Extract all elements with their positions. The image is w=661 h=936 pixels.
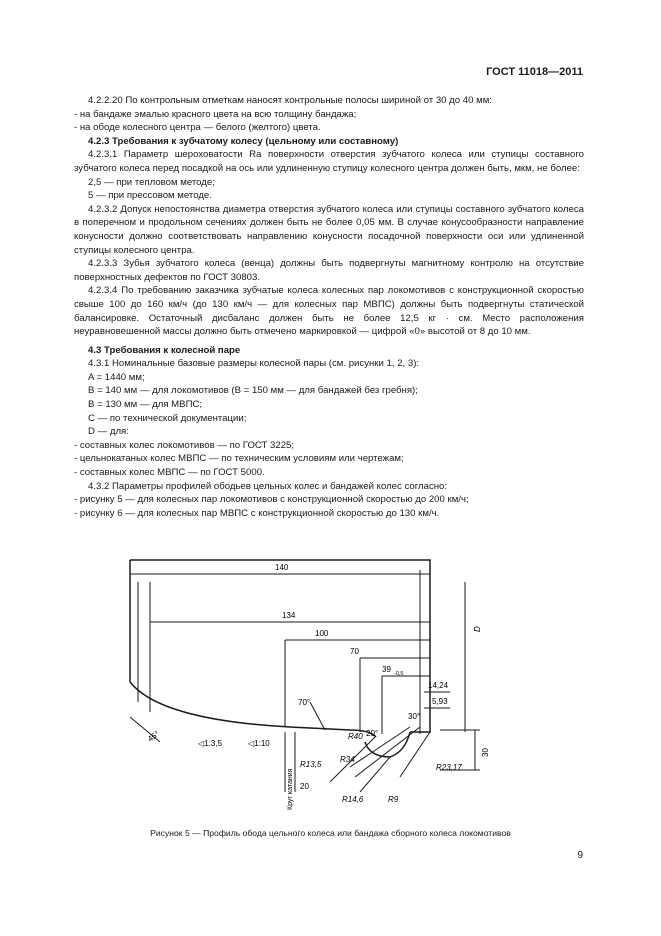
- wheel-profile-drawing: [120, 552, 500, 812]
- taper-1-3-5-value: 1:3,5: [204, 739, 222, 748]
- paragraph: - рисунку 5 — для колесных пар локомотивов с конструкционной скоростью до 200 км/ч;: [74, 494, 469, 506]
- radius-34: R34: [340, 755, 355, 764]
- paragraph: - на ободе колесного центра — белого (желтого) цвета.: [74, 122, 321, 134]
- paragraph: D — для:: [88, 426, 129, 438]
- dim-134: 134: [282, 611, 296, 620]
- taper-1-10: ◁1:10: [248, 739, 270, 748]
- paragraph: 4.2.3.3 Зубья зубчатого колеса (венца) должны быть подвергнуты магнитному контролю на отсутствие поверхностных дефектов по ГОСТ 30803.: [74, 258, 584, 283]
- paragraph: - цельнокатаных колес МВПС — по техническим условиям или чертежам;: [74, 453, 404, 465]
- document-code: ГОСТ 11018—2011: [486, 66, 583, 78]
- paragraph: B = 130 мм — для МВПС;: [88, 399, 203, 411]
- dim-30: 30: [481, 748, 490, 757]
- angle-20: 20°: [366, 729, 379, 738]
- angle-45: 45°: [145, 729, 162, 744]
- taper-1-3-5: ◁1:3,5: [198, 739, 222, 748]
- section-heading: 4.2.3 Требования к зубчатому колесу (цельному или составному): [88, 135, 399, 147]
- section-heading: 4.3 Требования к колесной паре: [88, 344, 241, 356]
- figure-5: [120, 552, 500, 817]
- radius-40: R40: [348, 732, 363, 741]
- taper-1-10-value: 1:10: [254, 739, 270, 748]
- paragraph: C — по технической документации;: [88, 412, 247, 424]
- dim-140: 140: [275, 563, 289, 572]
- dim-70: 70: [350, 647, 359, 656]
- dim-39-tolerance: -0,5: [394, 671, 404, 677]
- dim-100: 100: [315, 629, 329, 638]
- figure-caption: Рисунок 5 — Профиль обода цельного колеса или бандажа сборного колеса локомотивов: [150, 828, 511, 838]
- radius-9: R9: [388, 795, 399, 804]
- paragraph: 4.2.2.20 По контрольным отметкам наносят контрольные полосы шириной от 30 до 40 мм:: [88, 95, 492, 106]
- paragraph: 2,5 — при тепловом методе;: [88, 176, 215, 188]
- dim-20: 20: [300, 782, 309, 791]
- dim-39: 39: [382, 665, 391, 674]
- paragraph: - составных колес МВПС — по ГОСТ 5000.: [74, 467, 265, 479]
- paragraph: A = 1440 мм;: [88, 371, 145, 383]
- radius-23-17: R23,17: [436, 763, 462, 772]
- paragraph: - составных колес локомотивов — по ГОСТ 3225;: [74, 439, 295, 451]
- paragraph: 4.3.1 Номинальные базовые размеры колесной пары (см. рисунки 1, 2, 3):: [88, 358, 420, 370]
- dim-D: D: [473, 626, 482, 632]
- dim-14-24: 14,24: [428, 681, 449, 690]
- angle-70: 70°: [298, 698, 311, 707]
- paragraph: B = 140 мм — для локомотивов (B = 150 мм — для бандажей без гребня);: [88, 385, 418, 397]
- angle-30: 30°: [408, 712, 421, 721]
- paragraph: - рисунку 6 — для колесных пар МВПС с конструкционной скоростью до 130 км/ч.: [74, 507, 440, 519]
- paragraph: 4.2.3.4 По требованию заказчика зубчатые колеса колесных пар локомотивов с конструкционной скоростью свыше 100 до 160 км/ч (до 130 км/ч — для колесных пар МВПС) должны быть подвергнуты статической балансировке. Остаточный дисбаланс должен быть не более 12,5 кг · см. Место расположения неуравновешенной массы должно быть отмечено маркировкой — цифрой «0» высотой от 8 до 10 мм.: [74, 285, 584, 338]
- paragraph: - на бандаже эмалью красного цвета на всю толщину бандажа;: [74, 108, 357, 120]
- paragraph: 5 — при прессовом методе.: [88, 190, 212, 202]
- paragraph: 4.2.3.1 Параметр шероховатости Ra поверхности отверстия зубчатого колеса или ступицы составного зубчатого колеса перед посадкой на ось или удлиненную ступицу колесного центра должен быть, мкм, не более:: [74, 149, 584, 174]
- radius-13-5: R13,5: [300, 760, 322, 769]
- rolling-circle-label: Круг катания: [287, 768, 294, 810]
- dim-5-93: 5,93: [432, 697, 448, 706]
- page-number: 9: [577, 850, 583, 861]
- paragraph: 4.3.2 Параметры профилей ободьев цельных колес и бандажей колес согласно:: [88, 480, 448, 492]
- radius-14-6: R14,6: [342, 795, 364, 804]
- paragraph: 4.2.3.2 Допуск непостоянства диаметра отверстия зубчатого колеса или ступицы составного зубчатого колеса в поперечном и продольном сечениях должен быть не более 0,05 мм. В случае конусообразности направление конусности должно соответствовать направлению конусности посадочной поверхности оси или удлиненной ступицы колесного центра.: [74, 203, 584, 256]
- body-text: [74, 94, 584, 520]
